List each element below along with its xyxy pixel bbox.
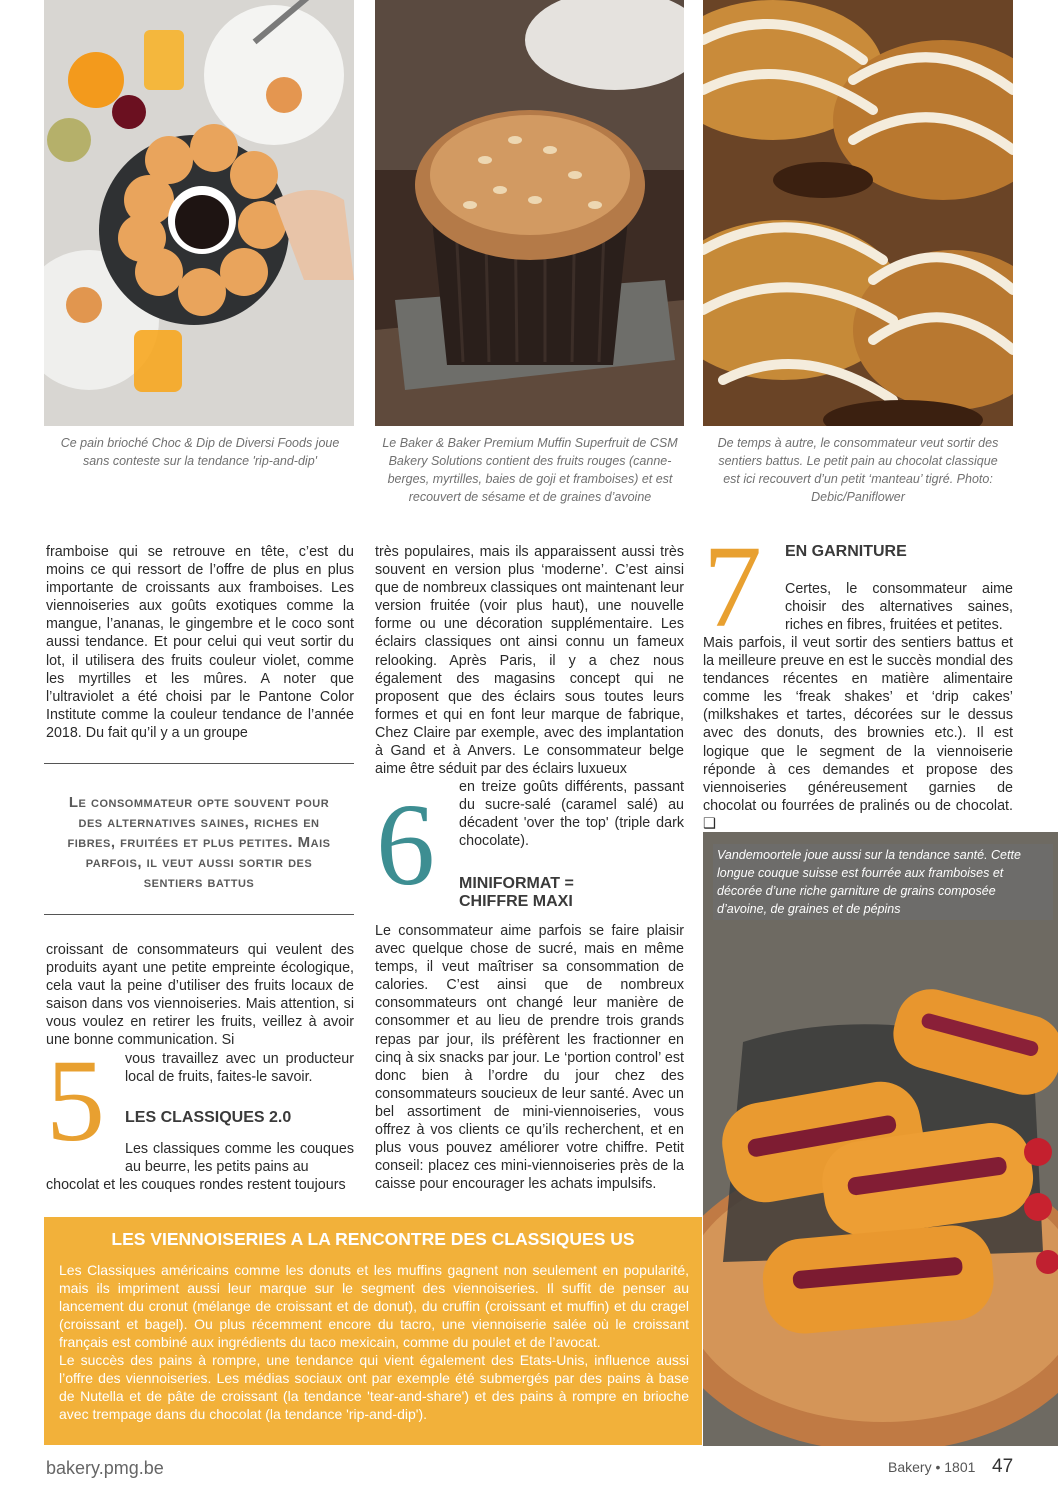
page-number: 47 (992, 1456, 1014, 1477)
col3-paragraph-2 (703, 634, 1013, 833)
end-mark-icon: ❑ (703, 815, 716, 832)
col1-paragraph-4: Les classiques comme les couques au beurre, les petits pains au (125, 1141, 354, 1176)
section-number-6: 6 (376, 779, 435, 910)
caption-muffin: Le Baker & Baker Premium Muffin Superfruit de CSM Bakery Solutions contient des fruits rouges (canne-berges, myrtilles, baies de goji et framboises) et est recouvert de sésame et de graines d’avoine (382, 436, 678, 504)
photo-couque (703, 832, 1058, 1446)
col3-paragraph-2-text: Mais parfois, il veut sortir des sentiers battus et la meilleure preuve en est le succès mondial des tendances récentes en matière alimentaire comme les ‘freak shakes’ et ‘drip cakes’ (milkshakes et tartes, décorées sur le dessus avec des donuts, des brownies etc.). Il est logique que le segment de la viennoiserie réponde à ces demandes et propose des viennoiseries généreusement garnies de chocolat ou fourrées de pralinés ou de chocolat. (703, 635, 1013, 814)
col1-paragraph-5: chocolat et les couques rondes restent toujours (46, 1177, 346, 1193)
pull-quote (44, 763, 354, 915)
photo-brioche (44, 0, 354, 426)
footer-issue: Bakery • 1801 (888, 1459, 976, 1475)
sidebar-box-title: LES VIENNOISERIES A LA RENCONTRE DES CLASSIQUES US (111, 1229, 635, 1249)
footer-website-link[interactable]: bakery.pmg.be (46, 1458, 164, 1478)
caption-brioche: Ce pain brioché Choc & Dip de Diversi Foods joue sans conteste sur la tendance 'rip-and-dip' (60, 436, 340, 468)
heading-section-5: LES CLASSIQUES 2.0 (125, 1109, 292, 1126)
photo-chocolate-rolls (703, 0, 1013, 426)
photo-muffin (375, 0, 684, 426)
heading-section-7: EN GARNITURE (785, 543, 907, 560)
section-number-5: 5 (46, 1035, 105, 1166)
sidebar-box-paragraph-2: Le succès des pains à rompre, une tendance qui vient également des Etats-Unis, influence aussi l’offre des viennoiseries. Les médias sociaux ont par exemple été submergés par des pains à base de Nutella et de pâte de croissant (la tendance 'tear-and-share') et des pains à rompre en brioche avec trempage dans du chocolat (la tendance 'rip-and-dip'). (59, 1352, 689, 1422)
col2-paragraph-1: très populaires, mais ils apparaissent aussi très souvent en version plus ‘moderne’. C’est ainsi que de nombreux classiques ont maintenant leur version fruitée (voir plus haut), une nouvelle forme ou une décoration supplémentaire. Les éclairs classiques ont ainsi connu un fameux relooking. Après Paris, il y a chez nous également des magasins concept qui ne proposent que des éclairs sous toutes leurs formes et qui en font leur marque de fabrique, Chez Claire par exemple, avec des implantation à Gand et à Anvers. Le consommateur belge aime être séduit par des éclairs luxueux (375, 544, 684, 778)
col1-paragraph-3: vous travaillez avec un producteur local de fruits, faites-le savoir. (125, 1051, 354, 1086)
sidebar-box-text (59, 1261, 689, 1423)
col2-paragraph-2: en treize goûts différents, passant du sucre-salé (caramel salé) au décadent 'over the top' (triple dark chocolate). (459, 779, 684, 850)
col3-paragraph-1: Certes, le consommateur aime choisir des alternatives saines, riches en fibres, fruitées et petites. (785, 581, 1013, 634)
col1-paragraph-1: framboise qui se retrouve en tête, c’est du moins ce qui ressort de l’offre de plus en plus importante de croissants aux framboises. Les viennoiseries aux goûts exotiques comme la mangue, l’ananas, le gingembre et le coco sont aussi tendance. Et pour celui qui veut sortir du lot, il utilisera des fruits couleur violet, comme les myrtilles et les mûres. A noter que l’ultraviolet a été choisi par le Pantone Color Institute comme la couleur tendance de l’année 2018. Du fait qu’il y a un groupe (46, 544, 354, 741)
caption-chocolate-rolls: De temps à autre, le consommateur veut sortir des sentiers battus. Le petit pain au chocolat classique est ici recouvert d’un petit ‘manteau’ tigré. Photo: Debic/Paniflower (717, 436, 999, 504)
col1-paragraph-2: croissant de consommateurs qui veulent des produits ayant une petite empreinte écologique, cela vaut la peine d’utiliser des fruits locaux de saison dans vos viennoiseries. Mais attention, si vous voulez en retirer les fruits, veillez à avoir une bonne communication. Si (46, 942, 354, 1049)
caption-couque: Vandemoortele joue aussi sur la tendance santé. Cette longue couque suisse est fourrée aux framboises et décorée d’une riche garniture de grains composée d’avoine, de graines et de pépins (713, 844, 1053, 920)
section-number-7: 7 (703, 521, 762, 652)
sidebar-box-paragraph-1: Les Classiques américains comme les donuts et les muffins gagnent non seulement en popularité, mais ils impriment aussi leur marque sur le segment des viennoiseries. Il suffit de penser au lancement du cronut (mélange de croissant et de donut), du cruffin (croissant et muffin) et du cragel (croissant et bagel). Ou plus récemment encore du tacro, une viennoiserie salée où le croissant français est combiné aux ingrédients du taco mexicain, comme du poulet et de l’avocat. (59, 1262, 689, 1350)
pull-quote-text: Le consommateur opte souvent pour des alternatives saines, riches en fibres, fruitées et plus petites. Mais parfois, il veut aussi sortir des sentiers battus (67, 794, 331, 891)
heading-section-6-line-2: CHIFFRE MAXI (459, 893, 573, 910)
heading-section-6-line-1: MINIFORMAT = (459, 875, 574, 892)
sidebar-box (44, 1217, 702, 1445)
col2-paragraph-3: Le consommateur aime parfois se faire plaisir avec quelque chose de sucré, mais en même temps, il veut maîtriser sa consommation de calories. C’est ainsi que de nombreux consommateurs ont changé leur manière de consommer et au lieu de prendre trois grands repas par jour, ils préfèrent les fractionner en cinq à six snacks par jour. Le ‘portion control’ est donc bien à l’ordre du jour chez des consommateurs soucieux de leur santé. Avec un bel assortiment de mini-viennoiseries, vous offrez à vos clients ce qu’ils recherchent, et en plus vous pouvez améliorer votre chiffre. Petit conseil: placez ces mini-viennoiseries près de la caisse pour encourager les achats impulsifs. (375, 923, 684, 1193)
